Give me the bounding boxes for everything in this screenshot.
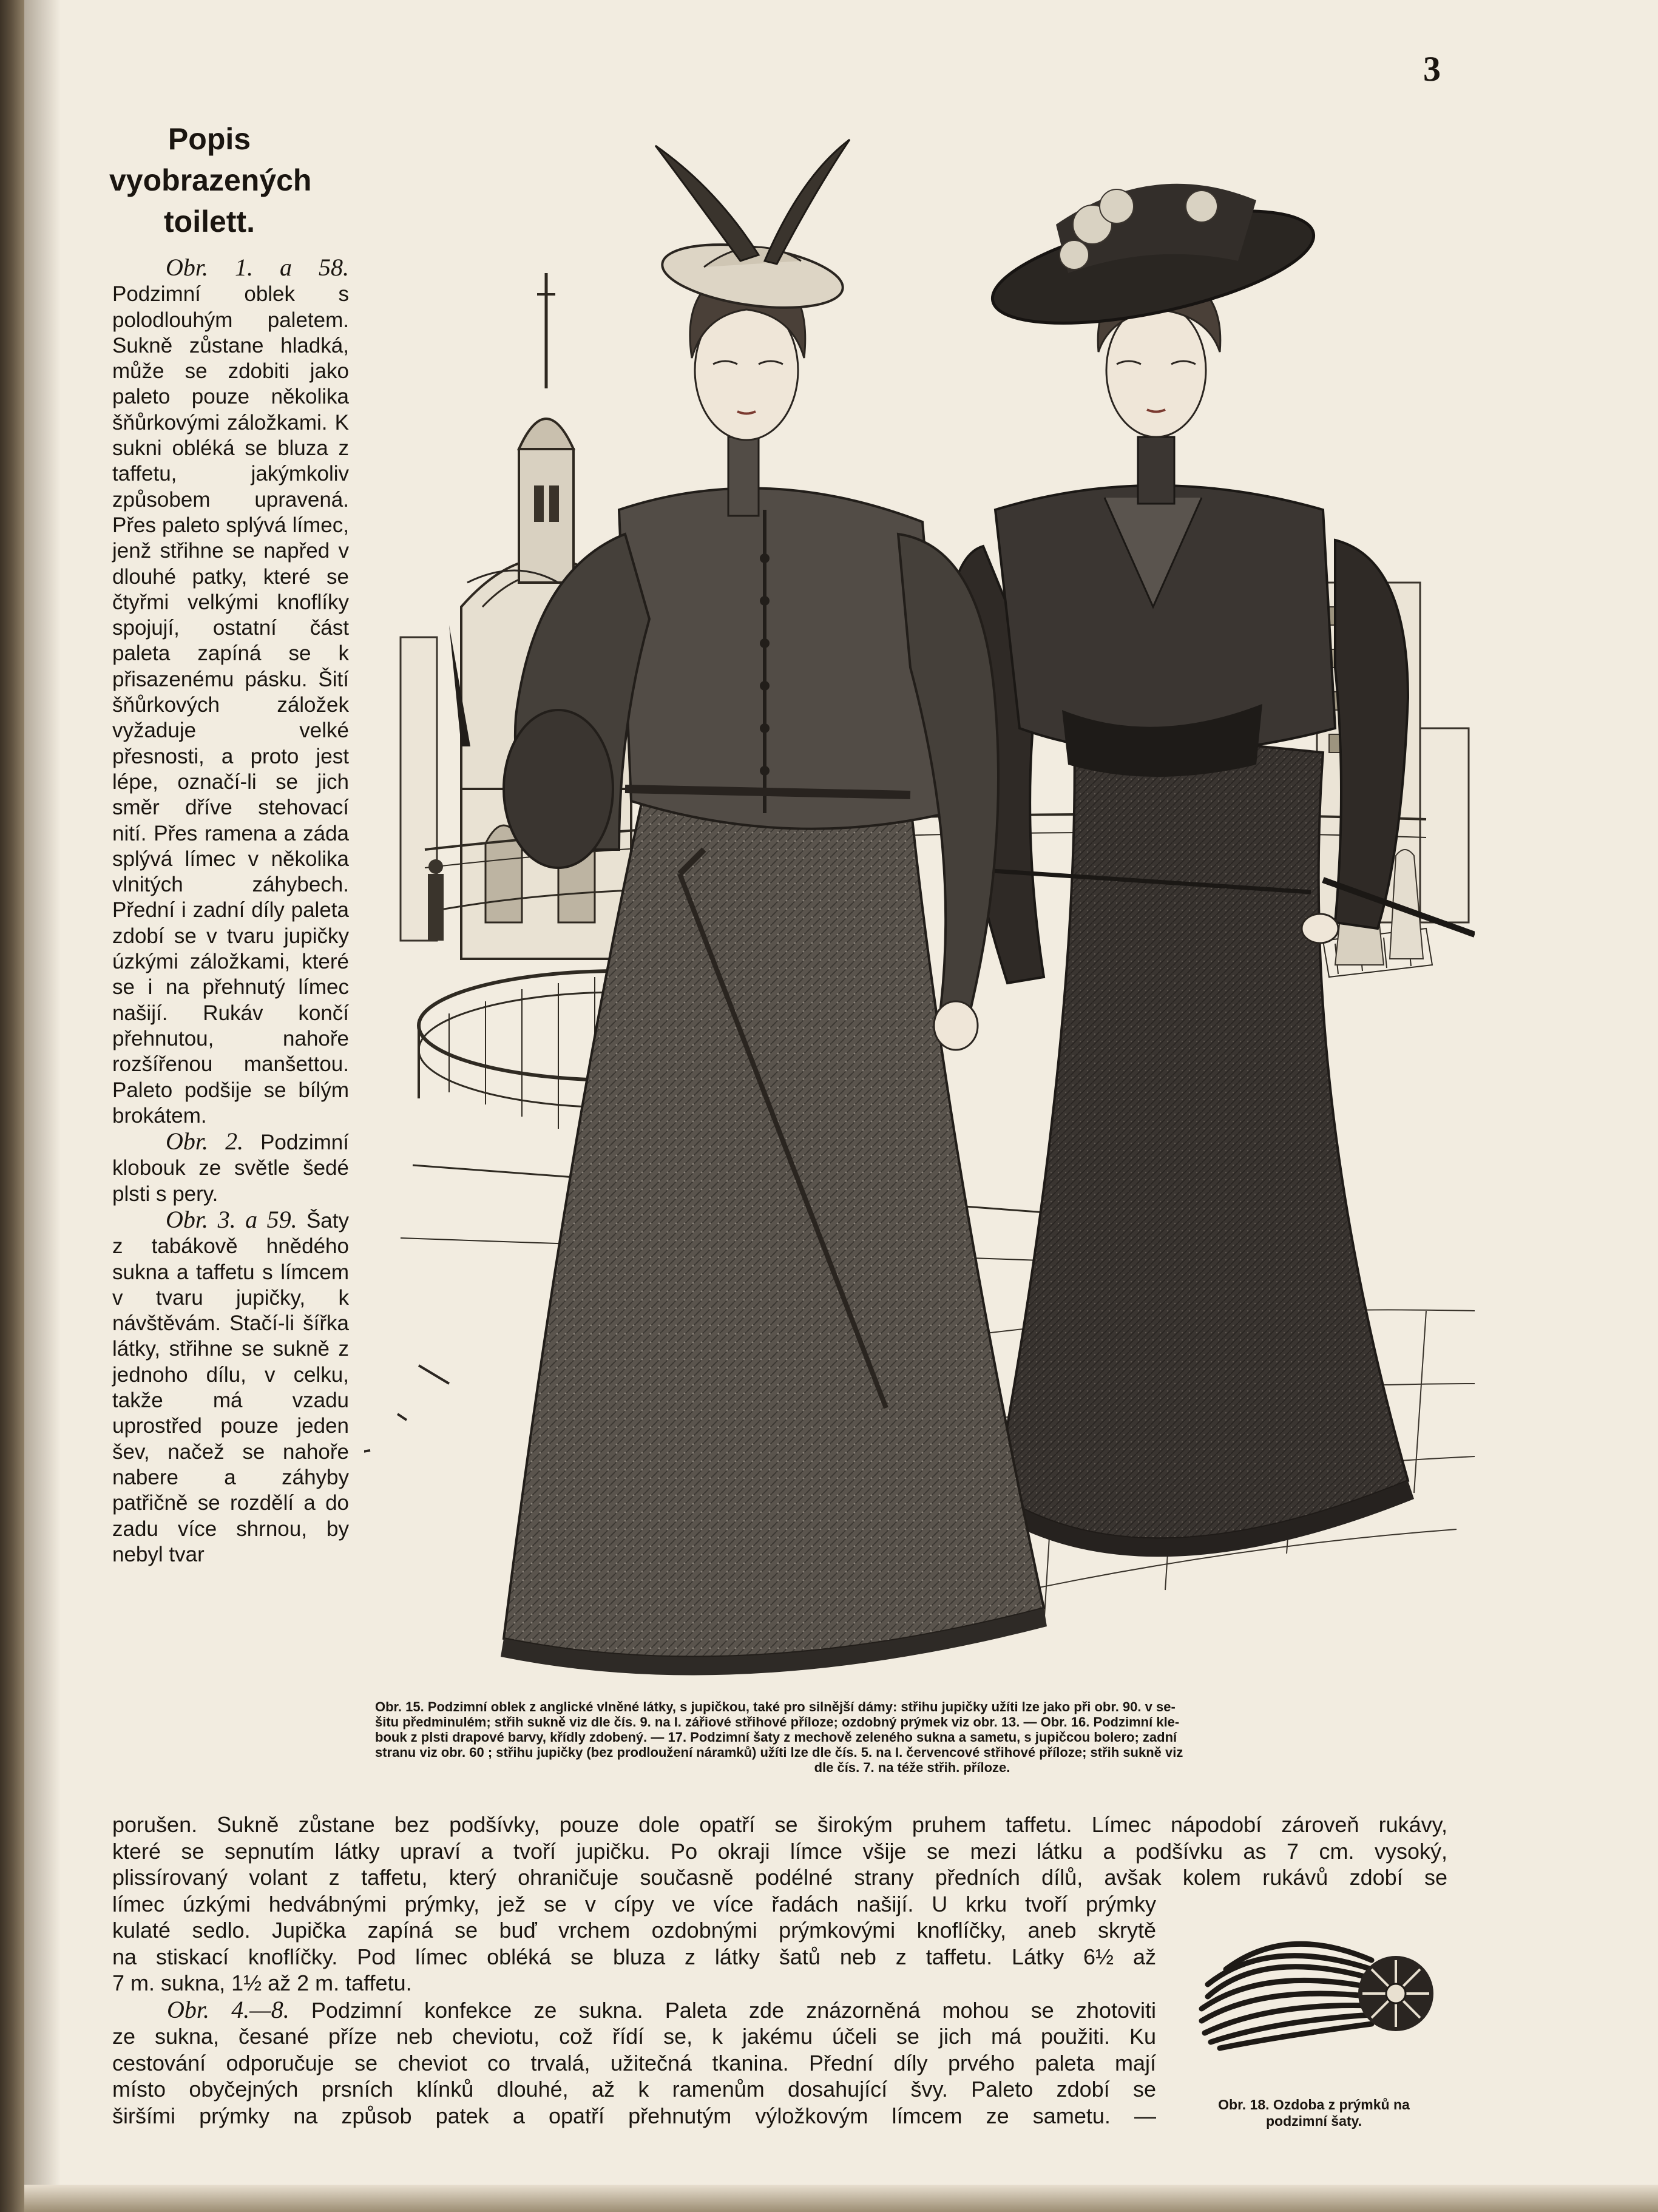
body-line: ze sukna, česané příze neb cheviotu, což řídí se, k jakému účeli se jich má použiti. Ku	[112, 2024, 1156, 2049]
sketch-marks	[364, 1365, 449, 1453]
body-line: které se sepnutím látky upraví a tvoří jupičku. Po okraji límce všije se mezi látku a podšívku as 7 cm. vysoký,	[112, 1838, 1447, 1864]
heading-line: Popis	[167, 122, 251, 156]
fashion-illustration	[364, 121, 1475, 1687]
figure-caption	[375, 1699, 1449, 1775]
caption-line: bouk z plsti drapové barvy, křídly zdobený. — 17. Podzimní šaty z mechově zeleného sukna a sametu, s jupičcou bolero; zadní	[375, 1730, 1177, 1745]
body-line-text: Podzimní konfekce ze sukna. Paleta zde znázorněná mohou se zhotoviti	[311, 1997, 1156, 2023]
caption-line: stranu viz obr. 60 ; střihu jupičky (bez prodloužení náramků) užíti lze dle čís. 5. na I. červencové střihové příloze; střih sukně viz	[375, 1745, 1183, 1760]
page-bottom-edge	[24, 2185, 1658, 2212]
body-line: porušen. Sukně zůstane bez podšívky, pouze dole opatří se širokým pruhem taffetu. Límec nápodobí zároveň rukávy,	[112, 1812, 1447, 1837]
left-column-text	[112, 255, 349, 1568]
body-line: cestování odporučuje se cheviot co trvalá, užitečná tkanina. Přední díly prvého paleta mají	[112, 2050, 1156, 2075]
paragraph-text: Podzimní klobouk ze světle šedé plsti s pery.	[112, 1131, 349, 1206]
paragraph-obr-2	[112, 1129, 349, 1207]
trim-caption	[1171, 2097, 1457, 2129]
body-line: místo obyčejných prsních klínků dlouhé, až k ramenům dosahující švy. Paleto zdobí se	[112, 2077, 1156, 2102]
body-line: na stiskací knoflíčky. Pod límec obléká se bluza z látky šatů neb z taffetu. Látky 6½ až	[112, 1944, 1156, 1969]
gutter-shadow	[24, 0, 61, 2212]
paragraph-obr-3	[112, 1207, 349, 1568]
heading-line: vyobrazených	[109, 163, 312, 197]
body-line: kulaté sedlo. Jupička zapíná se buď vrchem ozdobnými prýmkovými knoflíčky, aneb skrytě	[112, 1918, 1156, 1943]
paragraph-text: Šaty z tabákově hnědého sukna a taffetu s límcem v tvaru jupičky, k návštěvám. Stačí-li šířka látky, střihne se sukně z jednoho dílu, v celku, takže má vzadu uprostřed pouze jeden šev, načež se nahoře nabere a záhyby patřičně se rozdělí a do zadu více shrnou, by nebyl tvar	[112, 1208, 349, 1566]
paragraph-obr-1	[112, 255, 349, 1129]
caption-line: šitu předminulém; střih sukně viz dle čís. 9. na I. zářiové střihové příloze; ozdobný prýmek viz obr. 13. — Obr. 16. Podzimní kle-	[375, 1714, 1180, 1730]
caption-line: dle čís. 7. na téže střih. příloze.	[814, 1760, 1010, 1775]
figure-reference: Obr. 3. a 59.	[166, 1205, 297, 1233]
body-line: límec úzkými hedvábnými prýmky, jež se v cípy ve více řadách našijí. U krku tvoří prýmky	[112, 1891, 1156, 1916]
trim-caption-line: podzimní šaty.	[1265, 2113, 1362, 2129]
braid-trim-illustration	[1189, 1912, 1450, 2069]
body-line	[112, 1997, 1156, 2024]
figure-reference: Obr. 4.—8.	[167, 1995, 289, 2023]
heading-line: toilett.	[164, 205, 255, 238]
body-line: plissírovaný volant z taffetu, který ohraničuje současně podélné strany předních dílů, avšak kolem rukávů zdobí se	[112, 1865, 1447, 1890]
caption-line: Obr. 15. Podzimní oblek z anglické vlněné látky, s jupičkou, také pro silnější dámy: střihu jupičky užíti lze jako při obr. 90. v se-	[375, 1699, 1176, 1714]
figure-reference: Obr. 2.	[166, 1128, 244, 1155]
section-heading	[109, 118, 310, 242]
figure-reference: Obr. 1. a 58.	[166, 254, 349, 281]
page-number: 3	[1423, 49, 1441, 89]
paragraph-text: Podzimní oblek s polodlouhým paletem. Sukně zůstane hladká, může se zdobiti jako paleto pouze několika šňůrkovými záložkami. K sukni obléká se bluza z taffetu, jakýmkoliv způsobem upravená. Přes paleto splývá límec, jenž střihne se napřed v dlouhé patky, které se čtyřmi velkými knoflíky spojují, ostatní část paleta zapíná se k přisazenému pásku. Šití šňůrkových záložek vyžaduje velké přesnosti, a proto jest lépe, označí-li se jich směr dříve stehovací nití. Přes ramena a záda splývá límec v několika vlnitých záhybech. Přední i zadní díly paleta zdobí se v tvaru jupičky úzkými záložkami, které se i na přehnutý límec našijí. Rukáv končí přehnutou, nahoře rozšířenou manšettou. Paleto podšije se bílým brokátem.	[112, 282, 349, 1128]
body-line: širšími prýmky na způsob patek a opatří přehnutým výložkovým límcem ze sametu. —	[112, 2103, 1156, 2128]
trim-caption-line: Obr. 18. Ozdoba z prýmků na	[1218, 2097, 1410, 2112]
book-spine	[0, 0, 24, 2212]
body-line: 7 m. sukna, 1½ až 2 m. taffetu.	[112, 1970, 412, 1995]
